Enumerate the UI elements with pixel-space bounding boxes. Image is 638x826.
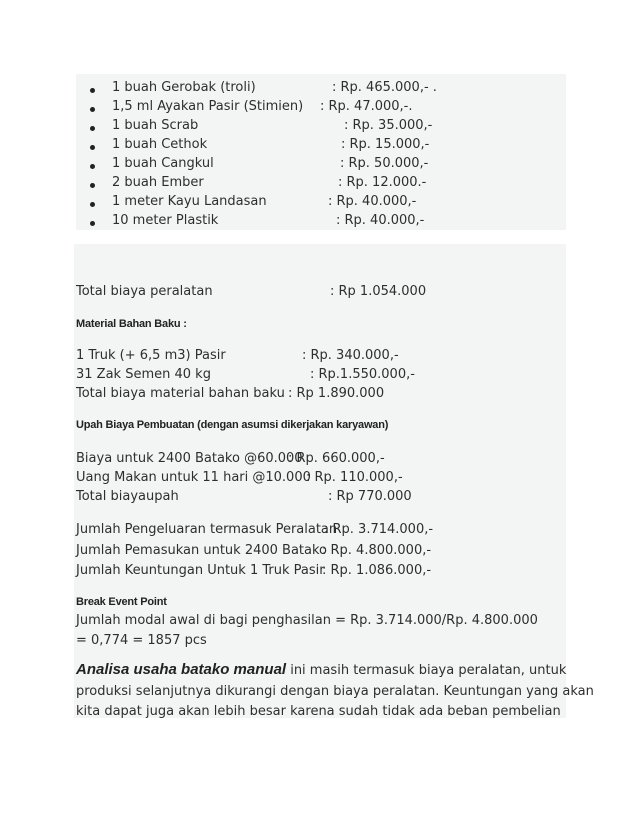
- bep-heading: Break Event Point: [76, 596, 167, 608]
- bep-formula: Jumlah modal awal di bagi penghasilan = Rp. 3.714.000/Rp. 4.800.000: [76, 613, 538, 628]
- equipment-price: : Rp. 12.000.-: [338, 175, 427, 190]
- labor-label: Biaya untuk 2400 Batako @60.000: [76, 451, 303, 466]
- summary-value: : Rp. 4.800.000,-: [322, 543, 432, 558]
- bullet-icon: [90, 107, 95, 112]
- analysis-text: produksi selanjutnya dikurangi dengan biaya peralatan. Keuntungan yang akan: [76, 684, 594, 699]
- material-label: 31 Zak Semen 40 kg: [76, 367, 211, 382]
- equipment-name: 1 buah Cangkul: [112, 156, 214, 171]
- equipment-price: : Rp. 35.000,-: [344, 118, 433, 133]
- material-value: : Rp. 340.000,-: [302, 348, 399, 363]
- material-value: : Rp.1.550.000,-: [310, 367, 415, 382]
- labor-label: Uang Makan untuk 11 hari @10.000: [76, 470, 311, 485]
- equipment-name: 1 buah Cethok: [112, 137, 208, 152]
- equipment-name: 1,5 ml Ayakan Pasir (Stimien): [112, 99, 304, 114]
- equipment-price: : Rp. 40.000,-: [336, 213, 425, 228]
- equipment-name: 1 buah Scrab: [112, 118, 199, 133]
- material-heading: Material Bahan Baku :: [76, 318, 187, 330]
- bullet-icon: [90, 202, 95, 207]
- equipment-price: : Rp. 40.000,-: [328, 194, 417, 209]
- material-label: 1 Truk (+ 6,5 m3) Pasir: [76, 348, 226, 363]
- bep-result: = 0,774 = 1857 pcs: [76, 633, 207, 648]
- labor-value: : Rp. 660.000,-: [288, 451, 385, 466]
- equipment-price: : Rp. 465.000,- .: [332, 80, 437, 95]
- analysis-text: ini masih termasuk biaya peralatan, untuk: [286, 663, 567, 678]
- equipment-price: : Rp. 47.000,-.: [320, 99, 413, 114]
- equipment-name: 2 buah Ember: [112, 175, 204, 190]
- total-equipment-label: Total biaya peralatan: [76, 284, 213, 299]
- bullet-icon: [90, 88, 95, 93]
- bullet-icon: [90, 183, 95, 188]
- equipment-name: 1 meter Kayu Landasan: [112, 194, 267, 209]
- labor-heading: Upah Biaya Pembuatan (dengan asumsi dikerjakan karyawan): [76, 419, 389, 431]
- summary-label: Jumlah Pemasukan untuk 2400 Batako: [76, 543, 327, 558]
- bullet-icon: [90, 164, 95, 169]
- summary-label: Jumlah Pengeluaran termasuk Peralatan: [76, 522, 338, 537]
- labor-total-label: Total biayaupah: [76, 489, 179, 504]
- analysis-line: [76, 661, 566, 678]
- labor-total-value: : Rp 770.000: [328, 489, 412, 504]
- labor-value: : Rp. 110.000,-: [306, 470, 403, 485]
- summary-label: Jumlah Keuntungan Untuk 1 Truk Pasir: [76, 563, 325, 578]
- analysis-emphasis: Analisa usaha batako manual: [76, 661, 287, 678]
- equipment-name: 10 meter Plastik: [112, 213, 219, 228]
- total-equipment-value: : Rp 1.054.000: [330, 284, 427, 299]
- equipment-name: 1 buah Gerobak (troli): [112, 80, 256, 95]
- summary-value: : Rp. 3.714.000,-: [324, 522, 434, 537]
- bullet-icon: [90, 126, 95, 131]
- material-total-value: : Rp 1.890.000: [288, 386, 385, 401]
- summary-value: : Rp. 1.086.000,-: [322, 563, 432, 578]
- bullet-icon: [90, 221, 95, 226]
- bullet-icon: [90, 145, 95, 150]
- material-total-label: Total biaya material bahan baku: [76, 386, 285, 401]
- equipment-price: : Rp. 50.000,-: [340, 156, 429, 171]
- analysis-text: kita dapat juga akan lebih besar karena sudah tidak ada beban pembelian: [76, 704, 561, 719]
- equipment-price: : Rp. 15.000,-: [341, 137, 430, 152]
